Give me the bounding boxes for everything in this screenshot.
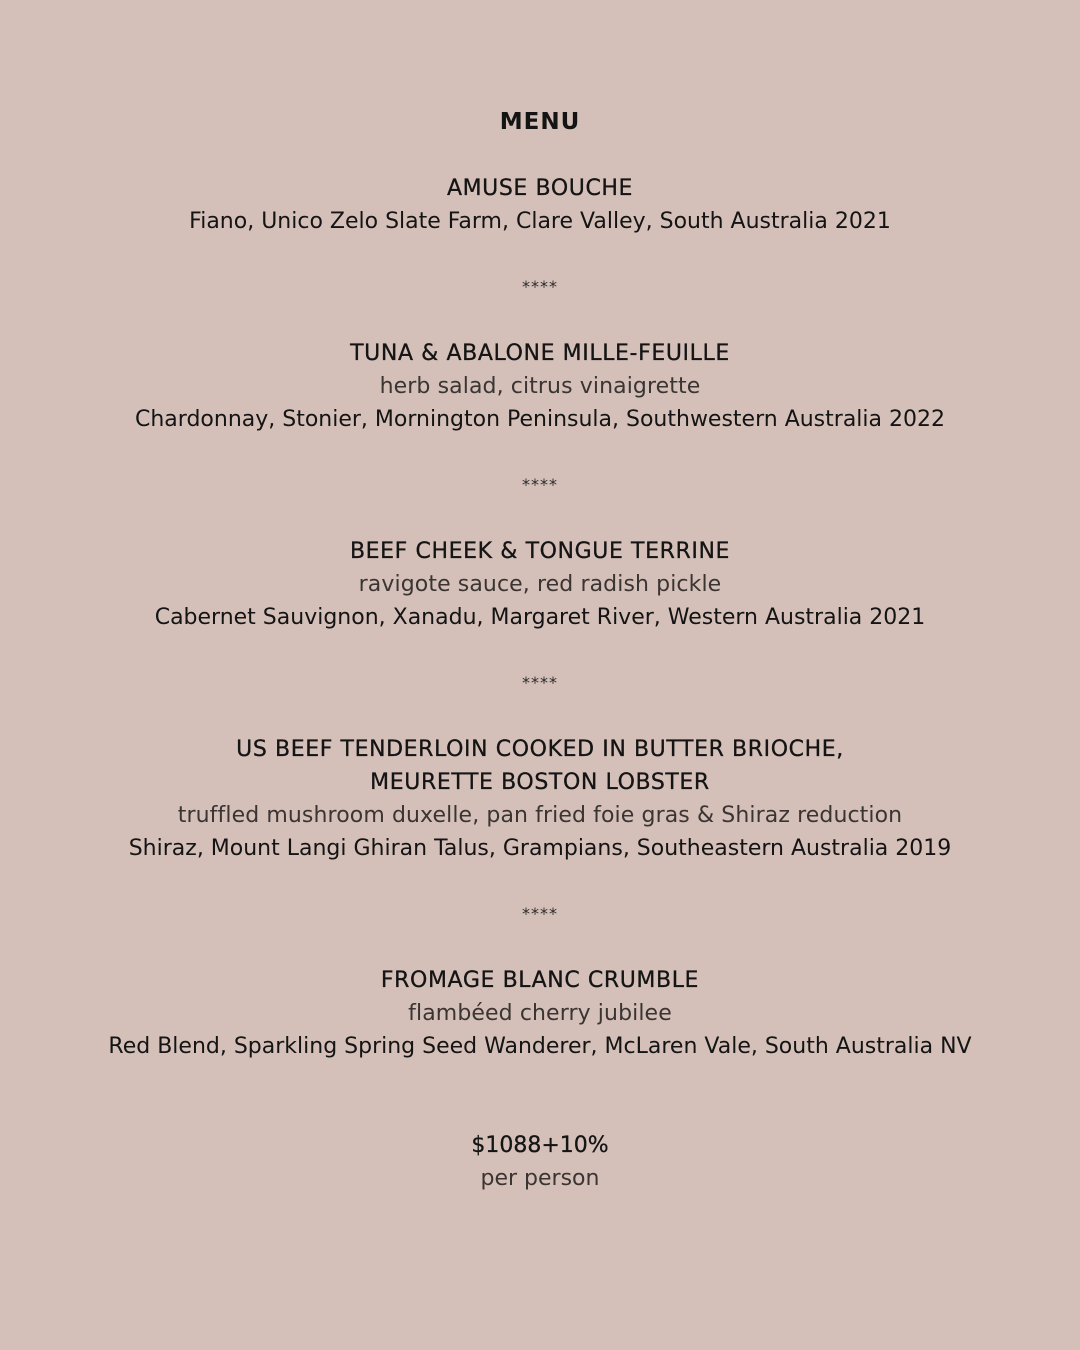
separator-3: ****	[522, 673, 558, 692]
course-3-wine: Cabernet Sauvignon, Xanadu, Margaret River, Western Australia 2021	[154, 605, 926, 630]
course-2-name: TUNA & ABALONE MILLE-FEUILLE	[350, 341, 730, 366]
course-3-description: ravigote sauce, red radish pickle	[358, 572, 722, 597]
price-note: per person	[480, 1166, 600, 1191]
course-5-name: FROMAGE BLANC CRUMBLE	[380, 968, 700, 993]
course-5-wine: Red Blend, Sparkling Spring Seed Wanderer, McLaren Vale, South Australia NV	[108, 1034, 972, 1059]
course-4-name-line-2: MEURETTE BOSTON LOBSTER	[370, 770, 710, 795]
course-3-name: BEEF CHEEK & TONGUE TERRINE	[349, 539, 731, 564]
course-2-wine: Chardonnay, Stonier, Mornington Peninsula, Southwestern Australia 2022	[135, 407, 945, 432]
course-5-description: flambéed cherry jubilee	[408, 1001, 672, 1026]
course-4-description: truffled mushroom duxelle, pan fried foie gras & Shiraz reduction	[177, 803, 903, 828]
course-2-description: herb salad, citrus vinaigrette	[379, 374, 701, 399]
separator-1: ****	[522, 277, 558, 296]
menu-title: MENU	[499, 109, 581, 135]
price: $1088+10%	[471, 1133, 609, 1158]
course-1-wine: Fiano, Unico Zelo Slate Farm, Clare Valley, South Australia 2021	[189, 209, 891, 234]
course-4-name-line-1: US BEEF TENDERLOIN COOKED IN BUTTER BRIOCHE,	[236, 737, 844, 762]
separator-4: ****	[522, 904, 558, 923]
course-1-name: AMUSE BOUCHE	[446, 176, 634, 201]
separator-2: ****	[522, 475, 558, 494]
course-4-wine: Shiraz, Mount Langi Ghiran Talus, Grampians, Southeastern Australia 2019	[128, 836, 952, 861]
